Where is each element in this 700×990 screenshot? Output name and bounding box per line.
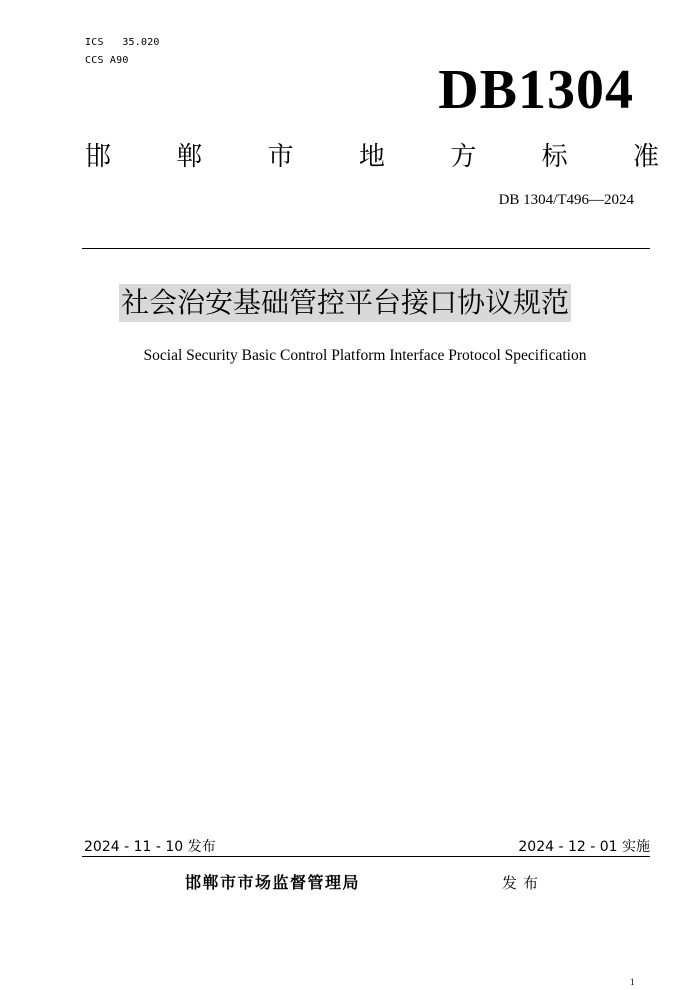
standard-type-char: 方 (450, 142, 477, 172)
document-title-chinese: 社会治安基础管控平台接口协议规范 (119, 284, 571, 322)
standard-type-char: 地 (358, 142, 385, 172)
standard-type-char: 市 (267, 142, 294, 172)
db-logo: DB1304 (438, 59, 634, 121)
standard-type-char: 郸 (176, 142, 203, 172)
issue-label: 发布 (502, 874, 545, 892)
issuing-authority: 邯郸市市场监督管理局 (185, 873, 361, 892)
issue-date: 2024 - 11 - 10 发布 (84, 839, 216, 855)
document-title-english: Social Security Basic Control Platform Interface Protocol Specification (143, 347, 587, 364)
standard-type-char: 标 (541, 142, 568, 172)
bottom-divider (82, 856, 650, 857)
standard-number: DB 1304/T496—2024 (498, 192, 634, 208)
ccs-code: CCS A90 (85, 55, 129, 66)
page-number: 1 (630, 977, 635, 987)
standard-type-char: 邯 (85, 142, 112, 172)
top-divider (82, 248, 650, 249)
standard-type (85, 140, 659, 174)
ics-code: ICS 35.020 (85, 37, 160, 48)
standard-type-char: 准 (632, 142, 659, 172)
implementation-date: 2024 - 12 - 01 实施 (518, 839, 650, 855)
